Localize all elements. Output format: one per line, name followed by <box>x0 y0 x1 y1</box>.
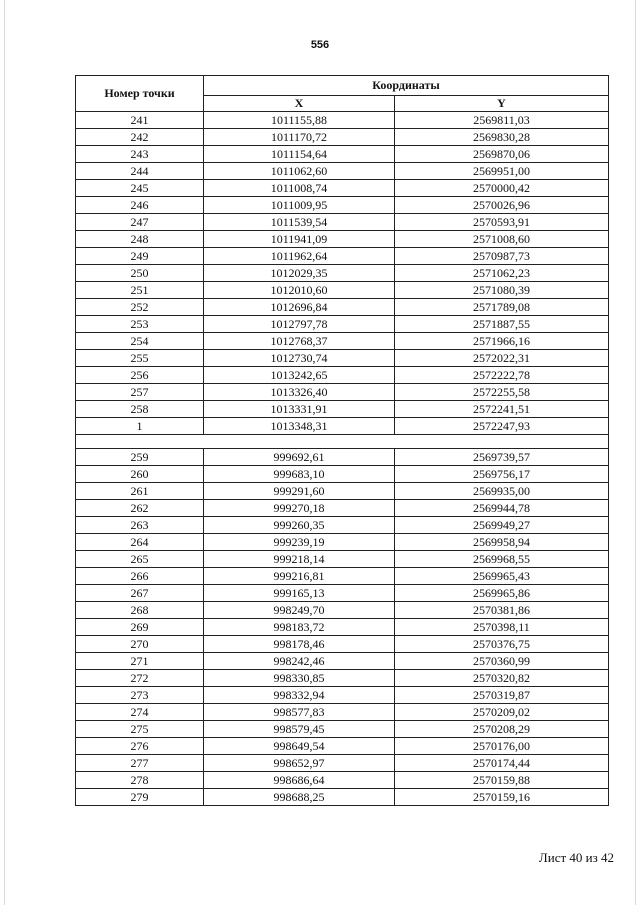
y-coordinate-cell: 2570987,73 <box>395 248 609 265</box>
y-coordinate-cell: 2569935,00 <box>395 483 609 500</box>
table-row <box>76 619 609 636</box>
x-coordinate-cell: 999216,81 <box>204 568 395 585</box>
table-row <box>76 112 609 129</box>
point-number-cell: 251 <box>76 282 204 299</box>
x-coordinate-cell: 1012029,35 <box>204 265 395 282</box>
y-coordinate-cell: 2571966,16 <box>395 333 609 350</box>
y-coordinate-cell: 2570319,87 <box>395 687 609 704</box>
table-row <box>76 772 609 789</box>
point-number-cell: 252 <box>76 299 204 316</box>
y-coordinate-cell: 2570209,02 <box>395 704 609 721</box>
y-coordinate-cell: 2569965,86 <box>395 585 609 602</box>
x-coordinate-cell: 998579,45 <box>204 721 395 738</box>
x-coordinate-cell: 998688,25 <box>204 789 395 806</box>
y-coordinate-cell: 2569830,28 <box>395 129 609 146</box>
table-row <box>76 670 609 687</box>
y-coordinate-cell: 2570593,91 <box>395 214 609 231</box>
x-coordinate-cell: 998332,94 <box>204 687 395 704</box>
y-coordinate-cell: 2570159,16 <box>395 789 609 806</box>
point-number-cell: 273 <box>76 687 204 704</box>
sheet-label: Лист 40 из 42 <box>538 850 614 865</box>
x-coordinate-cell: 1011962,64 <box>204 248 395 265</box>
point-number-cell: 245 <box>76 180 204 197</box>
point-number-header: Номер точки <box>76 76 204 112</box>
x-coordinate-cell: 1012010,60 <box>204 282 395 299</box>
table-row <box>76 653 609 670</box>
table-row <box>76 517 609 534</box>
table-row <box>76 197 609 214</box>
x-coordinate-cell: 999270,18 <box>204 500 395 517</box>
table-row <box>76 602 609 619</box>
x-coordinate-cell: 998183,72 <box>204 619 395 636</box>
y-coordinate-cell: 2569739,57 <box>395 449 609 466</box>
point-number-cell: 247 <box>76 214 204 231</box>
table-row <box>76 333 609 350</box>
x-coordinate-cell: 1011155,88 <box>204 112 395 129</box>
table-row <box>76 789 609 806</box>
y-coordinate-cell: 2570026,96 <box>395 197 609 214</box>
x-coordinate-cell: 1013326,40 <box>204 384 395 401</box>
coordinates-header: Координаты <box>204 76 609 96</box>
page-number: 556 <box>310 39 330 51</box>
y-coordinate-cell: 2569870,06 <box>395 146 609 163</box>
table-row <box>76 585 609 602</box>
point-number-cell: 255 <box>76 350 204 367</box>
y-coordinate-cell: 2570208,29 <box>395 721 609 738</box>
x-coordinate-cell: 999218,14 <box>204 551 395 568</box>
x-coordinate-cell: 998649,54 <box>204 738 395 755</box>
x-coordinate-cell: 999260,35 <box>204 517 395 534</box>
y-coordinate-cell: 2572022,31 <box>395 350 609 367</box>
x-coordinate-cell: 1012730,74 <box>204 350 395 367</box>
table-row <box>76 568 609 585</box>
table-row <box>76 265 609 282</box>
point-number-cell: 265 <box>76 551 204 568</box>
point-number-cell: 266 <box>76 568 204 585</box>
scan-edge-right <box>635 0 636 905</box>
x-coordinate-cell: 1011539,54 <box>204 214 395 231</box>
point-number-cell: 244 <box>76 163 204 180</box>
x-coordinate-cell: 998686,64 <box>204 772 395 789</box>
x-coordinate-cell: 1012768,37 <box>204 333 395 350</box>
point-number-cell: 256 <box>76 367 204 384</box>
x-coordinate-cell: 1013331,91 <box>204 401 395 418</box>
y-coordinate-cell: 2569951,00 <box>395 163 609 180</box>
separator-cell <box>76 435 609 449</box>
table-row <box>76 449 609 466</box>
y-coordinate-cell: 2570360,99 <box>395 653 609 670</box>
x-header: X <box>204 96 395 112</box>
y-coordinate-cell: 2569756,17 <box>395 466 609 483</box>
point-number-cell: 250 <box>76 265 204 282</box>
point-number-cell: 258 <box>76 401 204 418</box>
table-row <box>76 687 609 704</box>
point-number-cell: 276 <box>76 738 204 755</box>
point-number-cell: 264 <box>76 534 204 551</box>
table-row <box>76 401 609 418</box>
x-coordinate-cell: 998652,97 <box>204 755 395 772</box>
table-row <box>76 534 609 551</box>
point-number-cell: 261 <box>76 483 204 500</box>
x-coordinate-cell: 1011062,60 <box>204 163 395 180</box>
y-coordinate-cell: 2569811,03 <box>395 112 609 129</box>
table-row <box>76 231 609 248</box>
x-coordinate-cell: 1012696,84 <box>204 299 395 316</box>
y-coordinate-cell: 2572222,78 <box>395 367 609 384</box>
coordinates-table <box>75 75 609 806</box>
point-number-cell: 241 <box>76 112 204 129</box>
y-coordinate-cell: 2571887,55 <box>395 316 609 333</box>
table-row <box>76 466 609 483</box>
point-number-cell: 260 <box>76 466 204 483</box>
point-number-cell: 269 <box>76 619 204 636</box>
x-coordinate-cell: 1011009,95 <box>204 197 395 214</box>
x-coordinate-cell: 999692,61 <box>204 449 395 466</box>
point-number-cell: 246 <box>76 197 204 214</box>
point-number-cell: 262 <box>76 500 204 517</box>
y-coordinate-cell: 2569965,43 <box>395 568 609 585</box>
y-coordinate-cell: 2571008,60 <box>395 231 609 248</box>
table-row <box>76 350 609 367</box>
x-coordinate-cell: 1013348,31 <box>204 418 395 435</box>
table-row <box>76 299 609 316</box>
point-number-cell: 268 <box>76 602 204 619</box>
point-number-cell: 257 <box>76 384 204 401</box>
table-row <box>76 129 609 146</box>
table-row <box>76 755 609 772</box>
y-coordinate-cell: 2572255,58 <box>395 384 609 401</box>
y-coordinate-cell: 2569968,55 <box>395 551 609 568</box>
x-coordinate-cell: 999239,19 <box>204 534 395 551</box>
table-row <box>76 384 609 401</box>
point-number-cell: 259 <box>76 449 204 466</box>
table-row <box>76 721 609 738</box>
x-coordinate-cell: 1011170,72 <box>204 129 395 146</box>
separator-row <box>76 435 609 449</box>
table-header <box>76 76 609 112</box>
point-number-cell: 267 <box>76 585 204 602</box>
table-row <box>76 500 609 517</box>
table-row <box>76 248 609 265</box>
y-coordinate-cell: 2571062,23 <box>395 265 609 282</box>
point-number-cell: 278 <box>76 772 204 789</box>
x-coordinate-cell: 998178,46 <box>204 636 395 653</box>
table-body <box>76 112 609 806</box>
table-row <box>76 180 609 197</box>
x-coordinate-cell: 1012797,78 <box>204 316 395 333</box>
point-number-cell: 271 <box>76 653 204 670</box>
y-coordinate-cell: 2569958,94 <box>395 534 609 551</box>
x-coordinate-cell: 999165,13 <box>204 585 395 602</box>
y-coordinate-cell: 2570176,00 <box>395 738 609 755</box>
y-coordinate-cell: 2571789,08 <box>395 299 609 316</box>
y-coordinate-cell: 2569944,78 <box>395 500 609 517</box>
table-row <box>76 483 609 500</box>
x-coordinate-cell: 998330,85 <box>204 670 395 687</box>
point-number-cell: 263 <box>76 517 204 534</box>
point-number-cell: 1 <box>76 418 204 435</box>
y-header: Y <box>395 96 609 112</box>
point-number-cell: 243 <box>76 146 204 163</box>
point-number-cell: 277 <box>76 755 204 772</box>
table-row <box>76 704 609 721</box>
y-coordinate-cell: 2570398,11 <box>395 619 609 636</box>
x-coordinate-cell: 1011008,74 <box>204 180 395 197</box>
point-number-cell: 253 <box>76 316 204 333</box>
y-coordinate-cell: 2570000,42 <box>395 180 609 197</box>
y-coordinate-cell: 2572241,51 <box>395 401 609 418</box>
y-coordinate-cell: 2569949,27 <box>395 517 609 534</box>
table-row <box>76 551 609 568</box>
x-coordinate-cell: 999683,10 <box>204 466 395 483</box>
table-row <box>76 146 609 163</box>
x-coordinate-cell: 998249,70 <box>204 602 395 619</box>
point-number-cell: 254 <box>76 333 204 350</box>
table-row <box>76 214 609 231</box>
x-coordinate-cell: 1011941,09 <box>204 231 395 248</box>
x-coordinate-cell: 999291,60 <box>204 483 395 500</box>
table-row <box>76 418 609 435</box>
y-coordinate-cell: 2570381,86 <box>395 602 609 619</box>
point-number-cell: 248 <box>76 231 204 248</box>
y-coordinate-cell: 2570376,75 <box>395 636 609 653</box>
table-row <box>76 163 609 180</box>
y-coordinate-cell: 2570174,44 <box>395 755 609 772</box>
x-coordinate-cell: 1011154,64 <box>204 146 395 163</box>
y-coordinate-cell: 2572247,93 <box>395 418 609 435</box>
point-number-cell: 249 <box>76 248 204 265</box>
x-coordinate-cell: 1013242,65 <box>204 367 395 384</box>
y-coordinate-cell: 2570159,88 <box>395 772 609 789</box>
point-number-cell: 270 <box>76 636 204 653</box>
x-coordinate-cell: 998577,83 <box>204 704 395 721</box>
y-coordinate-cell: 2570320,82 <box>395 670 609 687</box>
table-row <box>76 738 609 755</box>
x-coordinate-cell: 998242,46 <box>204 653 395 670</box>
point-number-cell: 274 <box>76 704 204 721</box>
table-row <box>76 282 609 299</box>
scan-edge-left <box>4 0 5 905</box>
table-row <box>76 316 609 333</box>
y-coordinate-cell: 2571080,39 <box>395 282 609 299</box>
point-number-cell: 272 <box>76 670 204 687</box>
table-row <box>76 636 609 653</box>
point-number-cell: 275 <box>76 721 204 738</box>
table-row <box>76 367 609 384</box>
point-number-cell: 279 <box>76 789 204 806</box>
point-number-cell: 242 <box>76 129 204 146</box>
